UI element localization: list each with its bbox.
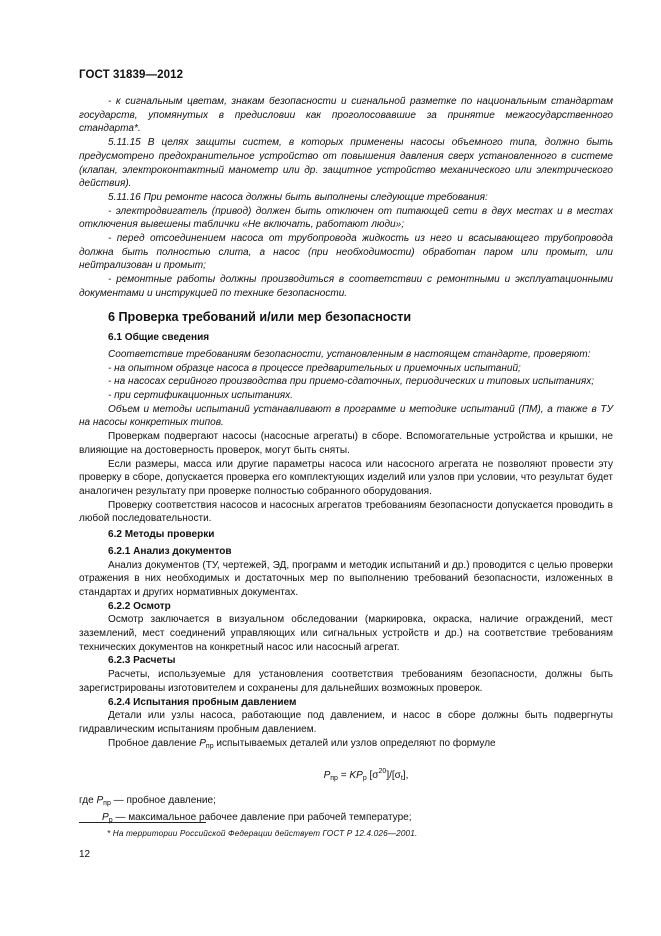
paragraph: Расчеты, используемые для установления соответствия требованиям безопасности, должны быть зарегистрированы изготовителем и сохранены для дальнейших возможных проверок. [79, 669, 613, 694]
definition-row: $P_р$ — максимальное рабочее давление при рабочей температуре; [102, 811, 412, 824]
paragraph: Соответствие требованиям безопасности, установленным в настоящем стандарте, проверяют: [108, 348, 591, 360]
paragraph: Детали или узлы насоса, работающие под давлением, и насос в сборе должны быть подвергнуты гидравлическим испытаниям пробным давлением. [79, 710, 613, 735]
subsection-6-2-2-heading: 6.2.2 Осмотр [108, 600, 171, 612]
standard-header: ГОСТ 31839—2012 [79, 69, 184, 81]
list-item: - ремонтные работы должны производиться в соответствии с ремонтными и эксплуатационными документами и инструкцией по технике безопасности. [79, 274, 613, 299]
subsection-6-1-heading: 6.1 Общие сведения [108, 332, 210, 344]
subsection-6-2-1-heading: 6.2.1 Анализ документов [108, 545, 232, 557]
list-item: - к сигнальным цветам, знакам безопасности и сигнальной разметке по национальным стандартам государств, упомянутых в предисловии как проголосовавшие за принятие межгосударственного стандарта*. [79, 96, 613, 135]
subsection-6-2-3-heading: 6.2.3 Расчеты [108, 655, 176, 667]
footnote: * На территории Российской Федерации действует ГОСТ Р 12.4.026—2001. [107, 829, 418, 838]
body-text [79, 95, 613, 827]
page-number: 12 [79, 849, 91, 860]
paragraph: Осмотр заключается в визуальном обследовании (маркировка, окраска, наличие ограждений, мест заземлений, мест соединений управляющих или сигнальных устройств и др.) на соответствие требованиям технических документов на конкретный насос или насосный агрегат. [79, 614, 613, 653]
clause-5-11-15: 5.11.15 В целях защиты систем, в которых применены насосы объемного типа, должно быть предусмотрено предохранительное устройство от повышения давления сверх установленного в системе (клапан, электроконтактный манометр или др. защитное устройство механического или электрического действия). [79, 137, 613, 190]
clause-5-11-16: 5.11.16 При ремонте насоса должны быть выполнены следующие требования: [108, 191, 488, 203]
list-item: - на насосах серийного производства при приемо-сдаточных, периодических и типовых испытаниях; [108, 376, 595, 388]
paragraph: Проверку соответствия насосов и насосных агрегатов требованиям безопасности допускается проводить в любой последовательности. [79, 499, 613, 525]
subsection-6-2-4-heading: 6.2.4 Испытания пробным давлением [108, 696, 297, 708]
paragraph: Если размеры, масса или другие параметры насоса или насосного агрегата не позволяют провести эту проверку в сборе, допускается проверка его комплектующих изделий или узлов при условии, что результат будет аналогичен результату при проверке полностью собранного оборудования. [79, 458, 613, 497]
subsection-6-2-heading: 6.2 Методы проверки [108, 529, 215, 541]
list-item: - при сертификационных испытаниях. [108, 390, 293, 402]
footnote-divider [79, 822, 206, 823]
paragraph: Анализ документов (ТУ, чертежей, ЭД, программ и методик испытаний и др.) проводится с целью проверки отражения в них необходимых и достаточных мер по выполнению требований безопасности, изложенных в стандартах и других нормативных документах. [79, 559, 613, 598]
definition-row: где $P_{пр}$ — пробное давление; [79, 795, 216, 808]
section-6-heading: 6 Проверка требований и/или мер безопасности [108, 309, 412, 324]
list-item: - перед отсоединением насоса от трубопровода жидкость из него и всасывающего трубопровода должна быть полностью слита, а насос (при необходимости) обработан паром или промыт, или нейтрализован и промыт; [79, 233, 613, 272]
paragraph: Проверкам подвергают насосы (насосные агрегаты) в сборе. Вспомогательные устройства и крышки, не влияющие на достоверность проверок, могут быть сняты. [79, 431, 613, 456]
list-item: - на опытном образце насоса в процессе предварительных и приемочных испытаний; [108, 362, 521, 374]
paragraph: Объем и методы испытаний устанавливают в программе и методике испытаний (ПМ), а также в ТУ на насосы конкретных типов. [79, 403, 613, 429]
list-item: - электродвигатель (привод) должен быть отключен от питающей сети в двух местах и в местах отключения вывешены таблички «Не включать, работают люди»; [79, 205, 613, 231]
pressure-formula: $P_{пр} = KP_р$ $[\sigma^{20}]/[\sigma_t]$, [323, 768, 409, 783]
paragraph: Пробное давление $P_{пр}$ испытываемых деталей или узлов определяют по формуле [108, 737, 496, 750]
